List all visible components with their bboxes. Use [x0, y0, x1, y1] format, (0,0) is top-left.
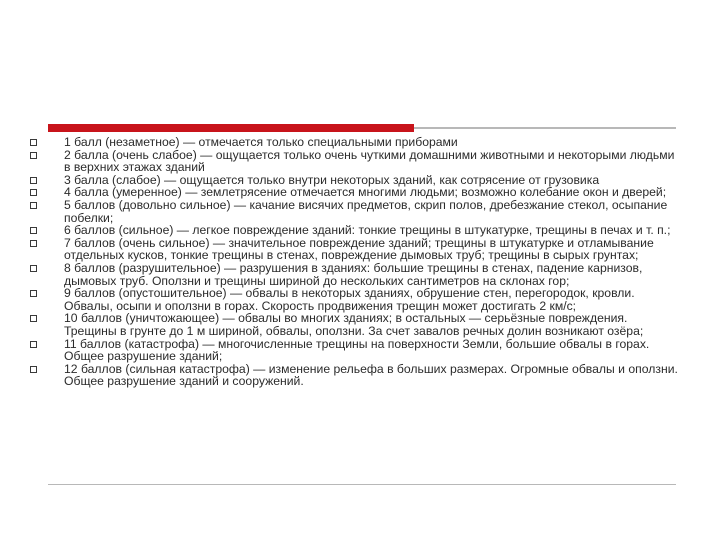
list-item [30, 338, 680, 363]
list-item-text: 9 баллов (опустошительное) — обвалы в некоторых зданиях, обрушение стен, перегородок, кровли. Обвалы, осыпи и оползни в горах. Скорость продвижения трещин может достигать 2 км/с; [64, 286, 635, 313]
square-bullet-icon [30, 177, 37, 184]
list-item-text: 8 баллов (разрушительное) — разрушения в зданиях: большие трещины в стенах, падение карнизов, дымовых труб. Оползни и трещины шириной до нескольких сантиметров на склонах гор; [64, 260, 643, 288]
intensity-scale-list [30, 136, 680, 388]
list-item-text: 5 баллов (довольно сильное) — качание висячих предметов, скрип полов, дребезжание стекол, осыпание побелки; [64, 197, 668, 225]
list-item-text: 1 балл (незаметное) — отмечается только специальными приборами [64, 135, 458, 149]
footer-rule [48, 484, 676, 485]
square-bullet-icon [30, 290, 37, 297]
list-item-text: 10 баллов (уничтожающее) — обвалы во многих зданиях; в остальных — серьёзные повреждения. Трещины в грунте до 1 м шириной, обвалы, оползни. За счет завалов речных долин возникают озёра; [64, 311, 644, 338]
square-bullet-icon [30, 240, 37, 247]
square-bullet-icon [30, 189, 37, 196]
title-accent-bar [48, 124, 414, 132]
square-bullet-icon [30, 315, 37, 322]
list-item-text: 3 балла (слабое) — ощущается только внутри некоторых зданий, как сотрясение от грузовика [64, 172, 600, 187]
list-item-text: 4 балла (умеренное) — землетрясение отмечается многими людьми; возможно колебание окон и дверей; [64, 185, 667, 200]
list-item-text: 11 баллов (катастрофа) — многочисленные трещины на поверхности Земли, большие обвалы в горах. Общее разрушение зданий; [64, 336, 650, 364]
list-item [30, 237, 680, 262]
square-bullet-icon [30, 152, 37, 159]
list-item [30, 363, 680, 388]
square-bullet-icon [30, 227, 37, 234]
square-bullet-icon [30, 341, 37, 348]
list-item [30, 199, 680, 224]
list-item [30, 149, 680, 174]
square-bullet-icon [30, 265, 37, 272]
list-item [30, 312, 680, 337]
square-bullet-icon [30, 202, 37, 209]
list-item-text: 6 баллов (сильное) — легкое повреждение зданий: тонкие трещины в штукатурке, трещины в печах и т. п.; [64, 223, 671, 238]
list-item-text: 12 баллов (сильная катастрофа) — изменение рельефа в больших размерах. Огромные обвалы и оползни. Общее разрушение зданий и сооружений. [64, 361, 678, 389]
title-rule [414, 127, 676, 129]
list-item-text: 2 балла (очень слабое) — ощущается только очень чуткими домашними животными и некоторыми людьми в верхних этажах зданий [64, 147, 675, 175]
square-bullet-icon [30, 366, 37, 373]
list-item-text: 7 баллов (очень сильное) — значительное повреждение зданий; трещины в штукатурке и отламывание отдельных кусков, тонкие трещины в стенах, повреждение дымовых труб; трещины в сырых грунтах; [64, 235, 654, 263]
list-item [30, 287, 680, 312]
square-bullet-icon [30, 139, 37, 146]
list-item [30, 262, 680, 287]
